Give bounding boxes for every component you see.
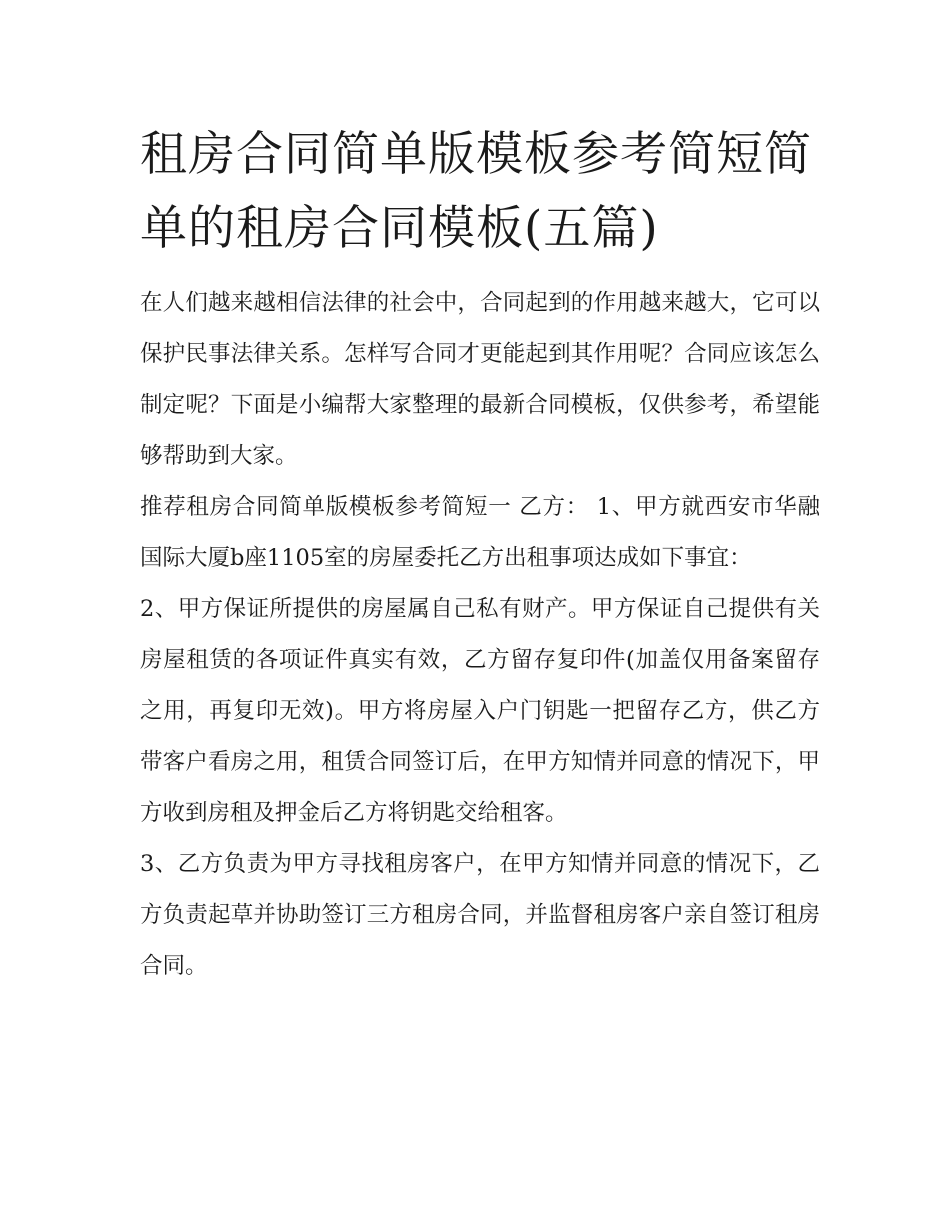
paragraph-clause-2: 2、甲方保证所提供的房屋属自己私有财产。甲方保证自己提供有关房屋租赁的各项证件真实有效，乙方留存复印件(加盖仅用备案留存之用，再复印无效)。甲方将房屋入户门钥匙一把留存乙方，供乙方带客户看房之用，租赁合同签订后，在甲方知情并同意的情况下，甲方收到房租及押金后乙方将钥匙交给租客。 — [140, 596, 820, 826]
paragraph-recommend: 推荐租房合同简单版模板参考简短一 乙方： 1、甲方就西安市华融国际大厦b座1105室的房屋委托乙方出租事项达成如下事宜： — [140, 494, 820, 571]
paragraph-intro: 在人们越来越相信法律的社会中，合同起到的作用越来越大，它可以保护民事法律关系。怎样写合同才更能起到其作用呢？合同应该怎么制定呢？下面是小编帮大家整理的最新合同模板，仅供参考，希望能够帮助到大家。 — [140, 290, 820, 469]
document-page — [140, 118, 820, 992]
paragraph-clause-3: 3、乙方负责为甲方寻找租房客户，在甲方知情并同意的情况下，乙方负责起草并协助签订三方租房合同，并监督租房客户亲自签订租房合同。 — [140, 851, 820, 979]
document-title: 租房合同简单版模板参考简短简单的租房合同模板(五篇) — [140, 127, 812, 256]
